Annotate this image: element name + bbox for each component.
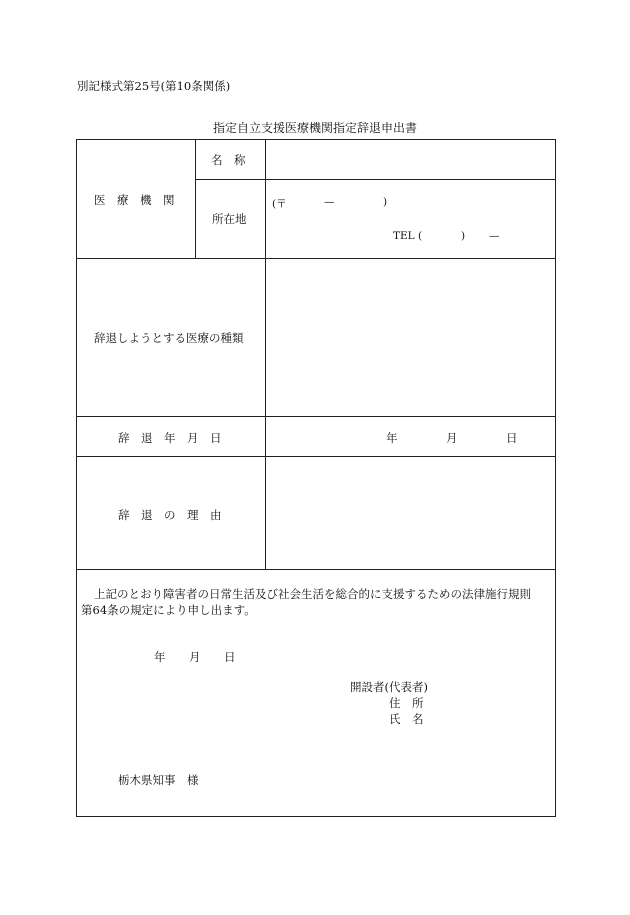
founder-address-label: 住 所 xyxy=(389,696,424,710)
declaration-line-1: 上記のとおり障害者の日常生活及び社会生活を総合的に支援するための法律施行規則 xyxy=(94,587,531,601)
institution-label: 医 療 機 関 xyxy=(94,193,175,207)
withdrawal-date-label: 辞 退 年 月 日 xyxy=(118,431,222,445)
address-label: 所在地 xyxy=(212,212,247,226)
form-reference: 別記様式第25号(第10条関係) xyxy=(77,79,231,93)
form-table xyxy=(76,139,556,817)
row-divider xyxy=(76,569,556,570)
withdrawal-day: 日 xyxy=(506,431,518,445)
withdrawal-month: 月 xyxy=(446,431,458,445)
postal-code-close: ) xyxy=(383,196,388,208)
reason-label: 辞 退 の 理 由 xyxy=(118,508,222,522)
declaration-line-2: 第64条の規定により申し出ます。 xyxy=(81,603,256,617)
tel-close: ) xyxy=(461,230,466,242)
tel-dash: — xyxy=(489,230,500,242)
document-title: 指定自立支援医療機関指定辞退申出書 xyxy=(212,121,417,135)
name-label: 名 称 xyxy=(211,153,246,167)
declaration-month: 月 xyxy=(189,650,201,664)
declaration-day: 日 xyxy=(224,650,236,664)
row-divider xyxy=(76,456,556,457)
founder-name-label: 氏 名 xyxy=(389,712,424,726)
postal-code-dash: — xyxy=(324,196,335,208)
addressee: 栃木県知事 様 xyxy=(118,773,199,787)
declaration-year: 年 xyxy=(154,650,166,664)
row-divider xyxy=(76,258,556,259)
tel-open: TEL ( xyxy=(393,230,423,242)
withdrawal-year: 年 xyxy=(386,431,398,445)
column-divider xyxy=(265,139,266,570)
column-divider xyxy=(195,139,196,259)
medical-type-label: 辞退しようとする医療の種類 xyxy=(94,331,244,345)
founder-label: 開設者(代表者) xyxy=(350,680,428,694)
postal-code-open: (〒 xyxy=(272,198,287,210)
row-divider xyxy=(76,416,556,417)
row-divider xyxy=(195,179,556,180)
